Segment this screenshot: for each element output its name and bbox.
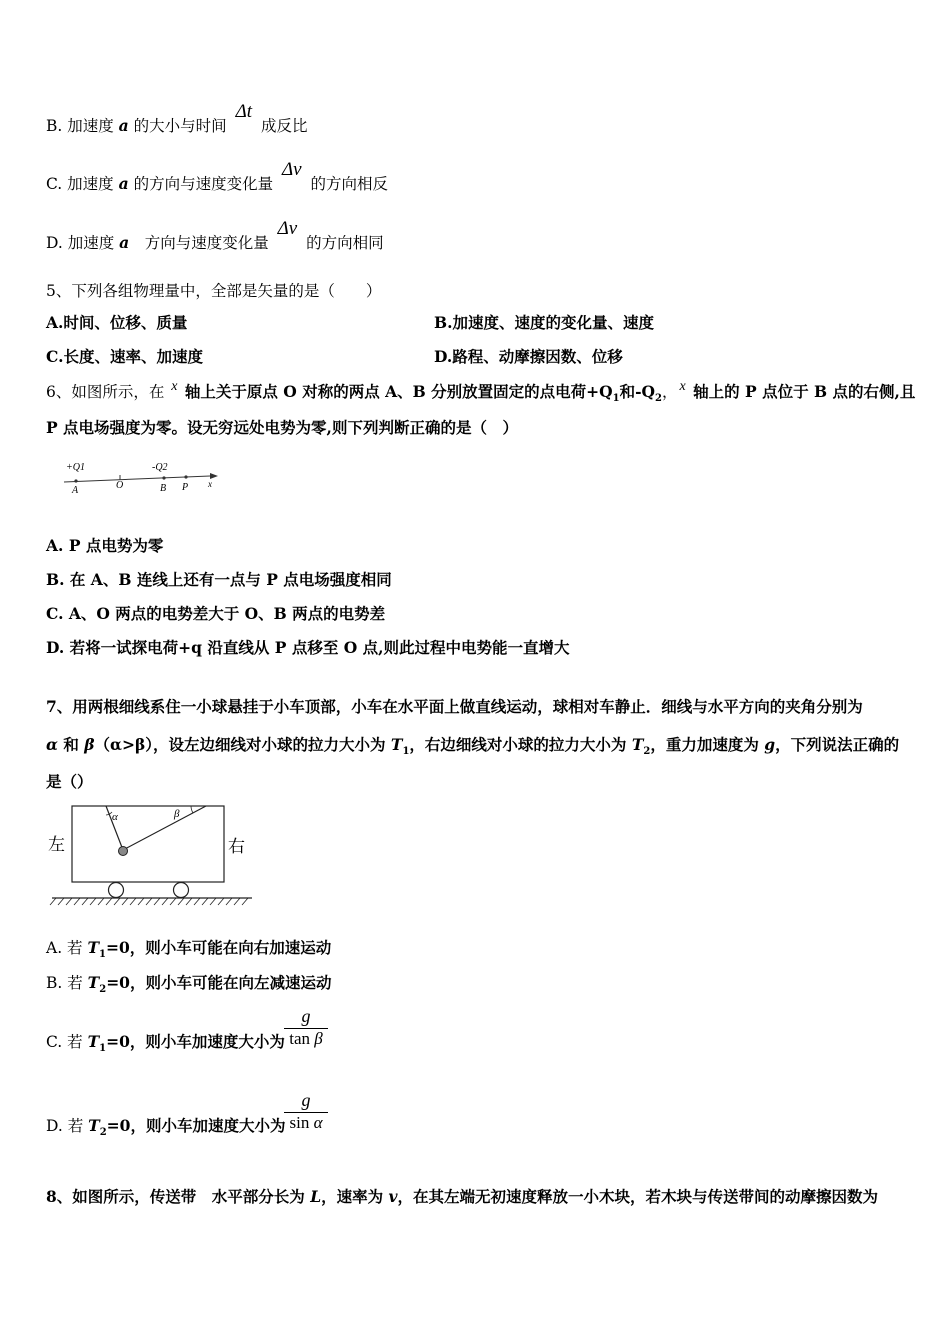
q5-option-b: B.加速度、速度的变化量、速度 <box>434 313 654 332</box>
delta-t-symbol: Δt <box>235 101 253 122</box>
q7-cart-figure <box>46 800 266 910</box>
delta-v-symbol: Δv <box>277 218 298 239</box>
delta-v-symbol: Δv <box>282 159 302 180</box>
q7-fig-left: 左 <box>48 835 65 855</box>
q6-stem-line2: P 点电场强度为零。设无穷远处电势为零,则下列判断正确的是（ ） <box>46 418 518 437</box>
q6-option-a: A. P 点电势为零 <box>46 536 164 555</box>
q7-option-b: B. 若 $T_2=0$，则小车可能在向左减速运动 <box>46 973 332 996</box>
q5-option-d: D.路程、动摩擦因数、位移 <box>434 347 623 366</box>
q7-stem-line3: 是（） <box>46 772 93 791</box>
q7-fig-right: 右 <box>228 837 245 857</box>
q7-fig-beta: β <box>174 808 180 820</box>
q6-fig-b: B <box>160 483 167 494</box>
q6-fig-x: x <box>208 479 212 489</box>
q6-axis-figure <box>60 456 230 506</box>
q7-option-d: D. 若 $T_2=0$，则小车加速度大小为 <box>46 1116 286 1139</box>
q6-fig-a: A <box>72 485 79 496</box>
q6-fig-o: O <box>116 480 124 491</box>
q5-option-a: A.时间、位移、质量 <box>46 313 188 332</box>
q6-option-d: D. 若将一试探电荷+q 沿直线从 P 点移至 O 点,则此过程中电势能一直增大 <box>46 638 570 657</box>
q7-fig-alpha: α <box>112 811 118 823</box>
q4-option-d: D. 加速度 a 方向与速度变化量 Δv 的方向相同 <box>46 218 384 252</box>
q4-option-c: C. 加速度 a 的方向与速度变化量 Δv 的方向相反 <box>46 159 389 193</box>
q7-d-fraction: g sin α <box>284 1090 328 1133</box>
q8-stem: 8、如图所示，传送带 水平部分长为 L，速率为 v，在其左端无初速度释放一小木块，若木块与传送带间的动摩擦因数为 <box>46 1187 879 1206</box>
q6-stem-line1: 6、如图所示，在 x 轴上关于原点 O 对称的两点 A、B 分别放置固定的点电荷$+Q_1$和$-Q_2$， x 轴上的 P 点位于 B 点的右侧,且 <box>46 379 916 405</box>
q5-stem: 5、下列各组物理量中，全部是矢量的是（ ） <box>46 282 382 300</box>
q7-stem-line2: α 和 β（α>β），设左边细线对小球的拉力大小为 $T_1$，右边细线对小球的拉力大小为 $T_2$，重力加速度为 g，下列说法正确的 <box>46 735 900 758</box>
q7-c-fraction: g tan β <box>284 1006 328 1049</box>
q6-fig-p: P <box>182 482 189 493</box>
q7-option-c: C. 若 $T_1=0$，则小车加速度大小为 <box>46 1032 285 1055</box>
q7-option-a: A. 若 $T_1=0$，则小车可能在向右加速运动 <box>46 938 332 961</box>
q6-fig-q2: -Q2 <box>152 462 168 473</box>
q6-option-b: B. 在 A、B 连线上还有一点与 P 点电场强度相同 <box>46 570 392 589</box>
q4-option-b: B. 加速度 a 的大小与时间 Δt 成反比 <box>46 101 308 135</box>
q6-option-c: C. A、O 两点的电势差大于 O、B 两点的电势差 <box>46 604 386 623</box>
q6-fig-q1: +Q1 <box>66 462 85 473</box>
q5-option-c: C.长度、速率、加速度 <box>46 347 203 366</box>
q7-stem-line1: 7、用两根细线系住一小球悬挂于小车顶部，小车在水平面上做直线运动，球相对车静止．细线与水平方向的夹角分别为 <box>46 697 863 716</box>
